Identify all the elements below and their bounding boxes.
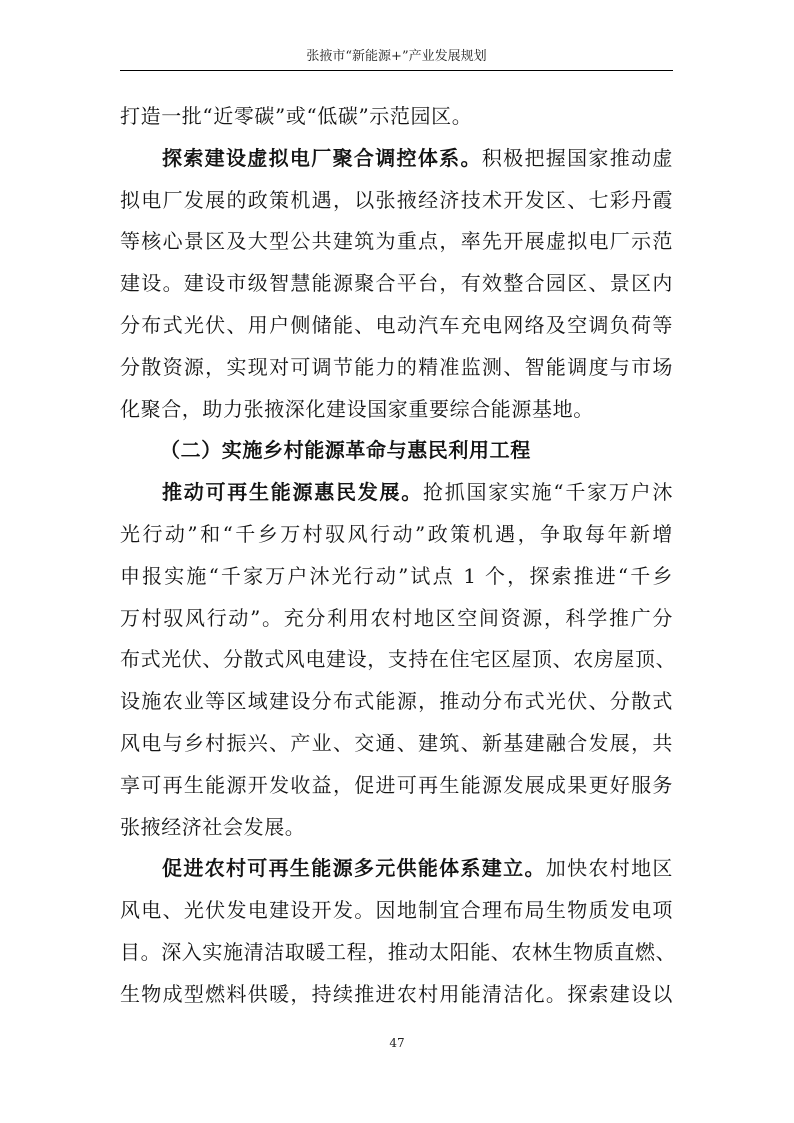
paragraph-first-line [120,138,673,180]
paragraph-line: 分散资源，实现对可调节能力的精准监测、智能调度与市场 [120,354,673,379]
paragraph-first-line [120,472,673,514]
header-divider [120,70,673,71]
page-header-title: 张掖市“新能源+”产业发展规划 [306,49,487,64]
paragraph-line: 设施农业等区域建设分布式能源，推动分布式光伏、分散式 [120,689,673,714]
paragraph-line: 等核心景区及大型公共建筑为重点，率先开展虚拟电厂示范 [120,229,673,254]
paragraph-lead-heading: 探索建设虚拟电厂聚合调控体系。 [162,145,482,170]
page-number: 47 [389,1036,405,1050]
document-body [120,96,677,1016]
paragraph-line: 万村驭风行动”。充分利用农村地区空间资源，科学推广分 [120,605,673,630]
paragraph-line: 张掖经济社会发展。 [120,814,306,839]
paragraph-first-line [120,848,673,890]
paragraph-line: 分布式光伏、用户侧储能、电动汽车充电网络及空调负荷等 [120,312,673,337]
paragraph-line: 风电与乡村振兴、产业、交通、建筑、新基建融合发展，共 [120,730,673,755]
paragraph-text: 抢抓国家实施“千家万户沐 [422,480,673,505]
paragraph-text: 积极把握国家推动虚 [481,145,673,170]
paragraph-line: 建设。建设市级智慧能源聚合平台，有效整合园区、景区内 [120,271,673,296]
paragraph-lead-heading: 促进农村可再生能源多元供能体系建立。 [162,856,546,881]
paragraph-line: 风电、光伏发电建设开发。因地制宜合理布局生物质发电项 [120,898,673,923]
paragraph-text: 加快农村地区 [545,856,673,881]
section-heading: （二）实施乡村能源革命与惠民利用工程 [160,438,531,463]
paragraph-line: 目。深入实施清洁取暖工程，推动太阳能、农林生物质直燃、 [120,939,677,964]
paragraph-line: 化聚合，助力张掖深化建设国家重要综合能源基地。 [120,396,594,421]
paragraph-line: 生物成型燃料供暖，持续推进农村用能清洁化。探索建设以 [120,981,673,1006]
paragraph-line: 光行动”和“千乡万村驭风行动”政策机遇，争取每年新增 [120,521,673,546]
paragraph-line: 打造一批“近零碳”或“低碳”示范园区。 [120,104,473,128]
paragraph-line: 拟电厂发展的政策机遇，以张掖经济技术开发区、七彩丹霞 [120,187,673,212]
paragraph-lead-heading: 推动可再生能源惠民发展。 [162,480,423,505]
paragraph-line: 享可再生能源开发收益，促进可再生能源发展成果更好服务 [120,772,673,797]
paragraph-line: 申报实施“千家万户沐光行动”试点 1 个，探索推进“千乡 [120,563,673,588]
paragraph-line: 布式光伏、分散式风电建设，支持在住宅区屋顶、农房屋顶、 [120,647,677,672]
